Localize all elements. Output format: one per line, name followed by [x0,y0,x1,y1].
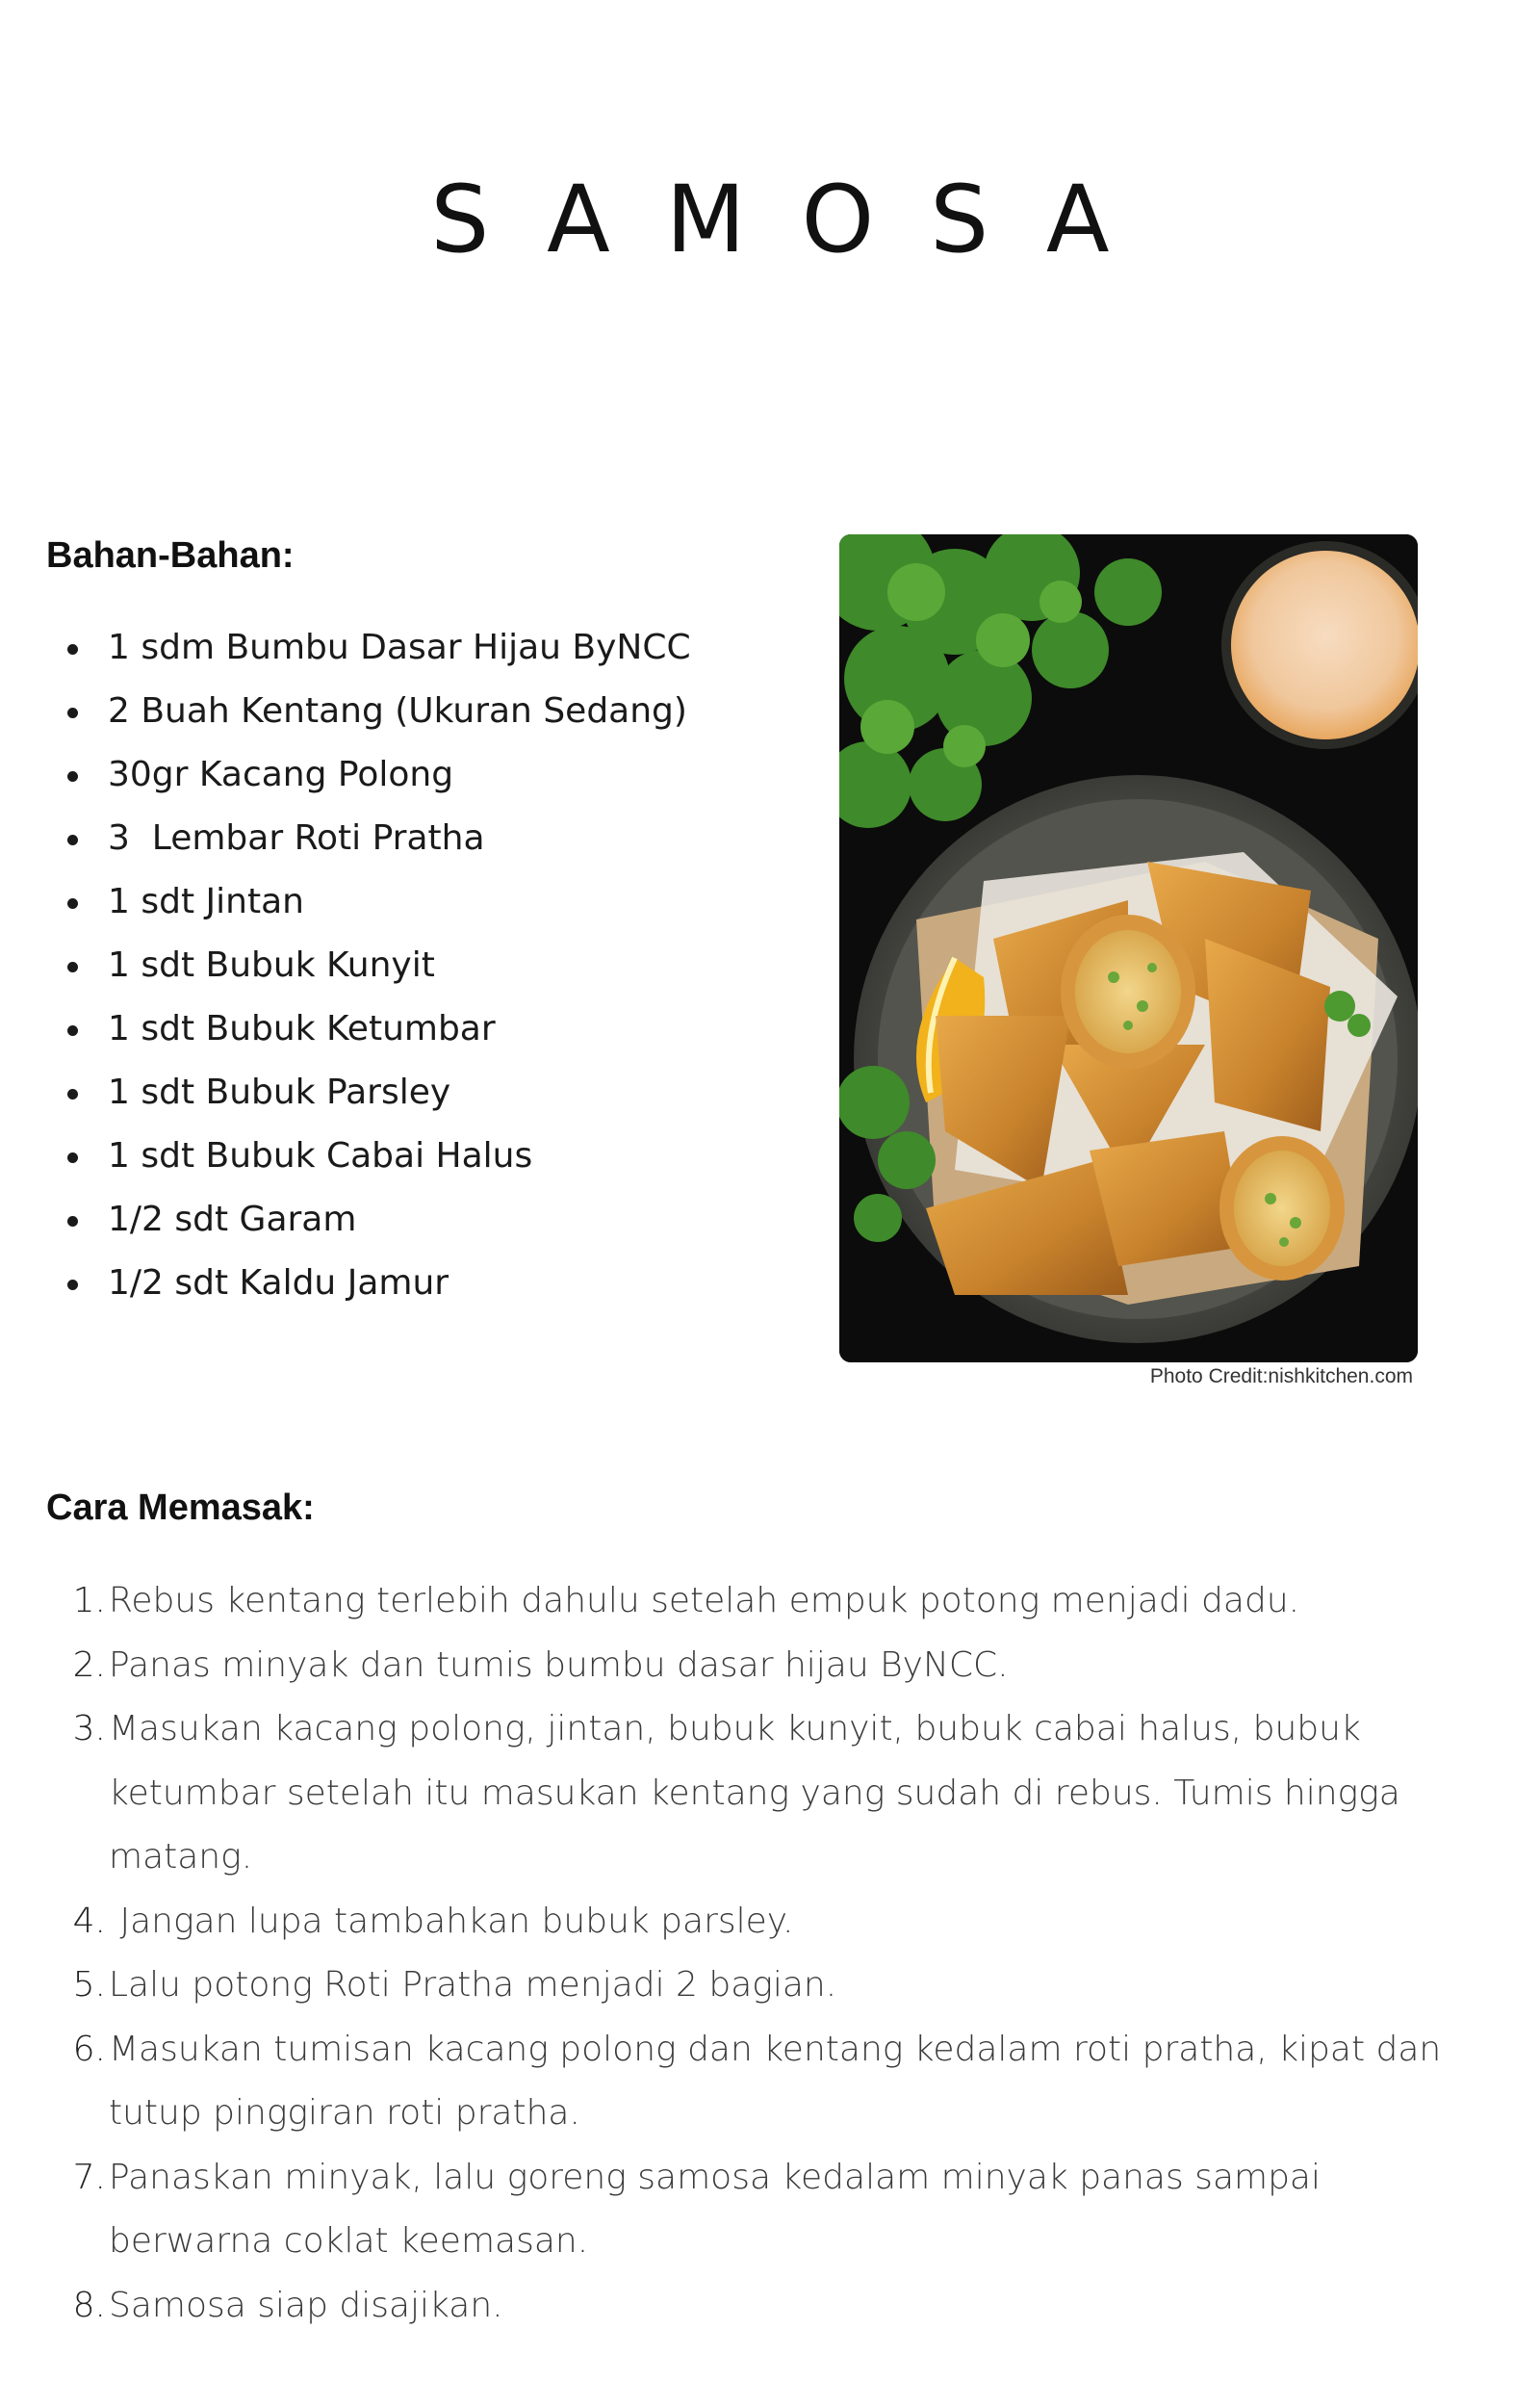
bullet-icon [67,1152,78,1163]
ingredient-item: 1/2 sdt Kaldu Jamur [46,1252,797,1315]
ingredients-heading: Bahan-Bahan: [46,535,295,576]
step-text: Jangan lupa tambahkan bubuk parsley. [109,1901,794,1941]
ingredient-item: 1 sdt Bubuk Ketumbar [46,997,797,1061]
step-number: 3. [72,1709,106,1748]
bullet-icon [67,644,78,655]
step-number: 6. [72,2029,106,2069]
step-item [46,1697,1519,1890]
ingredients-list [46,616,797,1315]
step-number: 2. [72,1644,106,1685]
step-text: Samosa siap disajikan. [109,2285,503,2325]
samosa-photo [839,534,1418,1362]
step-number: 4. [72,1901,106,1941]
step-item [46,2146,1519,2274]
step-number: 1. [72,1581,106,1620]
ingredient-item: 1 sdt Bubuk Parsley [46,1061,797,1125]
ingredient-item: 1/2 sdt Garam [46,1188,797,1252]
bullet-icon [67,898,78,909]
ingredient-item: 1 sdt Bubuk Kunyit [46,934,797,997]
step-text: Masukan tumisan kacang polong dan kentang kedalam roti pratha, kipat dan tutup pinggiran roti pratha. [109,2029,1452,2133]
bullet-icon [67,771,78,782]
step-number: 7. [72,2157,106,2197]
step-text: Rebus kentang terlebih dahulu setelah empuk potong menjadi dadu. [109,1581,1300,1620]
ingredient-item: 1 sdt Jintan [46,870,797,934]
bullet-icon [67,1216,78,1227]
bullet-icon [67,962,78,972]
step-item [46,1634,1519,1698]
photo-credit: Photo Credit:nishkitchen.com [1149,1365,1413,1387]
ingredient-item: 2 Buah Kentang (Ukuran Sedang) [46,680,797,743]
bullet-icon [67,1089,78,1100]
step-text: Lalu potong Roti Pratha menjadi 2 bagian. [109,1965,837,2005]
step-text: Panas minyak dan tumis bumbu dasar hijau ByNCC. [109,1644,1009,1685]
step-number: 8. [72,2285,106,2325]
ingredient-item: 1 sdm Bumbu Dasar Hijau ByNCC [46,616,797,680]
method-steps-list [46,1569,1519,2338]
step-number: 5. [72,1965,106,2005]
step-text: Masukan kacang polong, jintan, bubuk kunyit, bubuk cabai halus, bubuk ketumbar setelah itu masukan kentang yang sudah di rebus. Tumis hingga matang. [109,1709,1412,1876]
step-item [46,2018,1519,2146]
step-item [46,1569,1519,1634]
bullet-icon [67,835,78,845]
method-heading: Cara Memasak: [46,1488,315,1528]
bullet-icon [67,708,78,718]
ingredient-item: 30gr Kacang Polong [46,743,797,807]
step-item [46,1954,1519,2018]
step-item [46,2274,1519,2339]
step-item [46,1890,1519,1954]
ingredient-item: 3 Lembar Roti Pratha [46,807,797,870]
page-title: SAMOSA [430,166,1166,273]
step-text: Panaskan minyak, lalu goreng samosa kedalam minyak panas sampai berwarna coklat keemasan. [109,2157,1332,2261]
bullet-icon [67,1280,78,1290]
bullet-icon [67,1025,78,1036]
ingredient-item: 1 sdt Bubuk Cabai Halus [46,1125,797,1188]
